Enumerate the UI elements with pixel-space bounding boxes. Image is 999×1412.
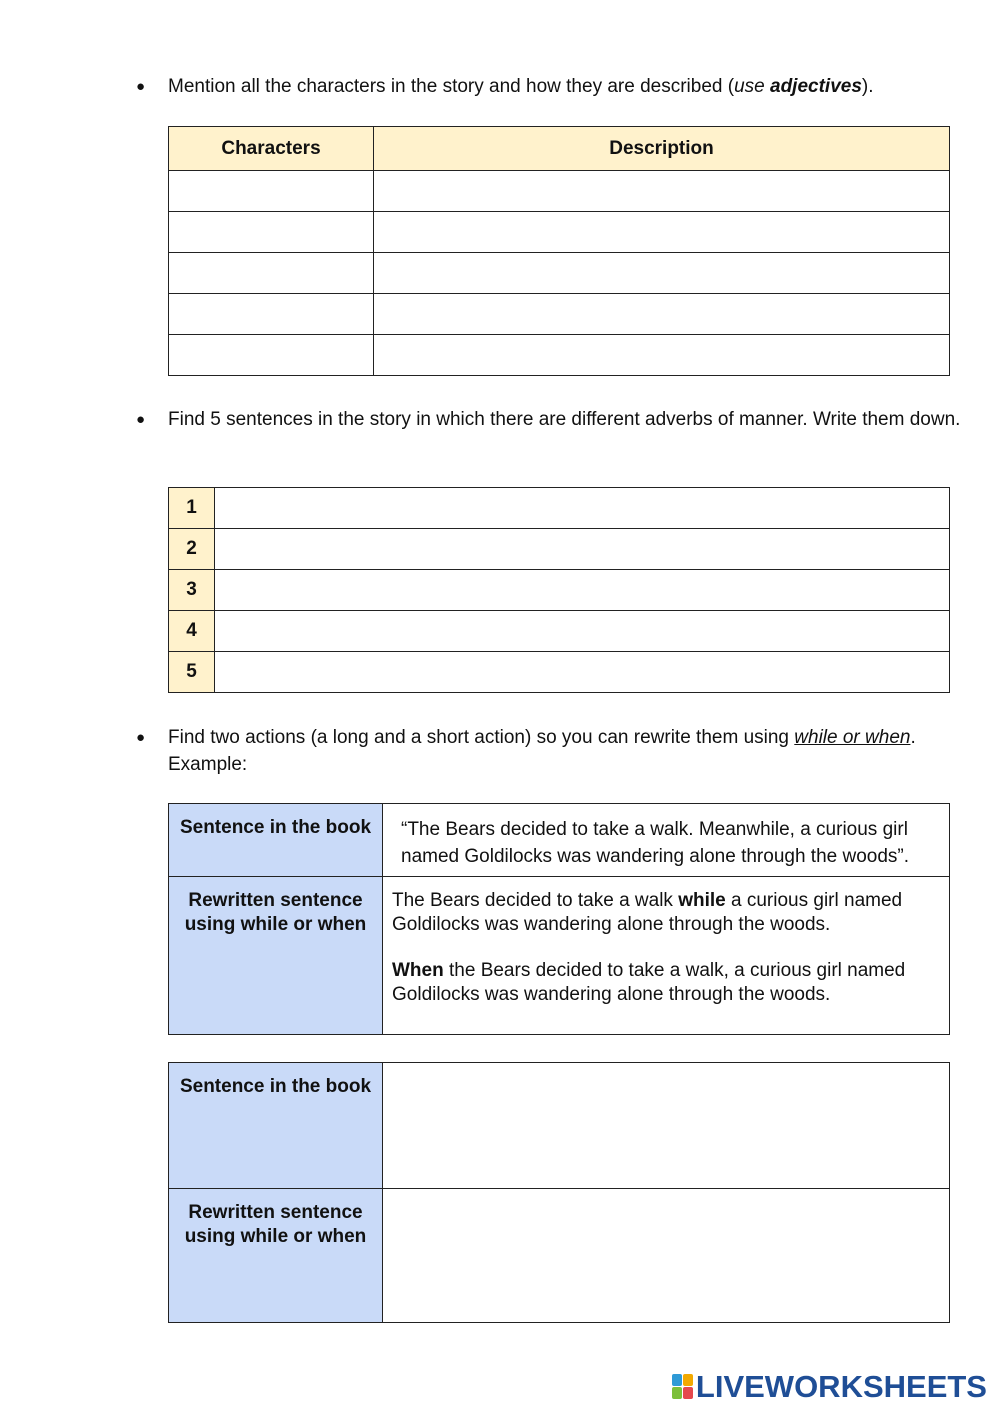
table-row (169, 804, 950, 877)
row-number: 1 (169, 488, 215, 529)
liveworksheets-logo: LIVEWORKSHEETS (672, 1369, 987, 1405)
table-row (169, 212, 950, 253)
adverbs-table (168, 487, 950, 693)
exercise-table (168, 1062, 950, 1323)
sentence-cell[interactable] (215, 611, 950, 652)
description-cell[interactable] (374, 335, 950, 376)
row-number: 4 (169, 611, 215, 652)
bullet-characters: ● Mention all the characters in the story and how they are described (use adjectives). (168, 73, 963, 100)
description-cell[interactable] (374, 171, 950, 212)
sentence-cell[interactable] (215, 529, 950, 570)
table-row (169, 529, 950, 570)
table-row (169, 488, 950, 529)
sentence-cell[interactable] (215, 652, 950, 693)
row-number: 2 (169, 529, 215, 570)
sentence-cell[interactable] (215, 570, 950, 611)
table-row (169, 611, 950, 652)
character-cell[interactable] (169, 253, 374, 294)
rewrite-with-while: The Bears decided to take a walk while a curious girl named Goldilocks was wandering alone through the woods. (392, 890, 903, 935)
description-cell[interactable] (374, 253, 950, 294)
table-row (169, 171, 950, 212)
character-cell[interactable] (169, 294, 374, 335)
description-cell[interactable] (374, 212, 950, 253)
bullet-dot-icon: ● (136, 78, 146, 95)
liveworksheets-logo-icon (672, 1374, 694, 1400)
table-row (169, 294, 950, 335)
table-row (169, 570, 950, 611)
characters-table (168, 126, 950, 376)
table-row (169, 1189, 950, 1323)
bullet-while-when: ● Find two actions (a long and a short action) so you can rewrite them using while or when. Example: (168, 724, 963, 778)
description-cell[interactable] (374, 294, 950, 335)
label-rewritten-sentence: Rewritten sentence using while or when (169, 1189, 383, 1323)
bullet-dot-icon: ● (136, 729, 146, 746)
bullet-adverbs: ● Find 5 sentences in the story in which there are different adverbs of manner. Write them down. (168, 406, 963, 433)
rewritten-answer-cell[interactable] (383, 1189, 950, 1323)
table-row (169, 253, 950, 294)
column-header-description: Description (374, 127, 950, 171)
character-cell[interactable] (169, 335, 374, 376)
character-cell[interactable] (169, 212, 374, 253)
bullet-dot-icon: ● (136, 411, 146, 428)
label-sentence-in-book: Sentence in the book (169, 1063, 383, 1189)
label-rewritten-sentence: Rewritten sentence using while or when (169, 877, 383, 1035)
table-row (169, 877, 950, 1035)
example-sentence: “The Bears decided to take a walk. Meanwhile, a curious girl named Goldilocks was wandering alone through the woods”. (383, 804, 950, 877)
label-sentence-in-book: Sentence in the book (169, 804, 383, 877)
example-table (168, 803, 950, 1035)
table-row (169, 335, 950, 376)
table-row (169, 1063, 950, 1189)
row-number: 5 (169, 652, 215, 693)
sentence-cell[interactable] (215, 488, 950, 529)
rewrite-with-when: When the Bears decided to take a walk, a curious girl named Goldilocks was wandering alone through the woods. (392, 960, 906, 1005)
row-number: 3 (169, 570, 215, 611)
column-header-characters: Characters (169, 127, 374, 171)
table-row (169, 652, 950, 693)
example-rewritten (383, 877, 950, 1035)
character-cell[interactable] (169, 171, 374, 212)
sentence-answer-cell[interactable] (383, 1063, 950, 1189)
